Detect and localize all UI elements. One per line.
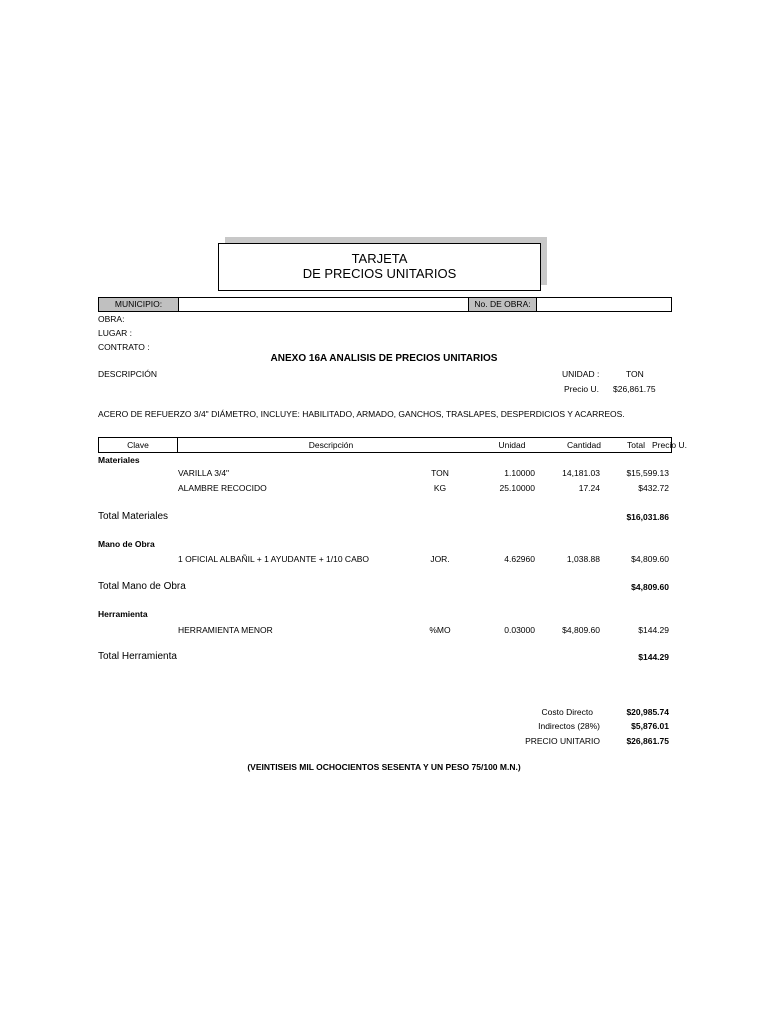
indirectos-label: Indirectos (28%) bbox=[538, 721, 600, 731]
row-descripcion: HERRAMIENTA MENOR bbox=[178, 625, 273, 635]
row-total: $144.29 bbox=[638, 625, 669, 635]
precio-unitario-label: PRECIO UNITARIO bbox=[525, 736, 600, 746]
row-unidad: TON bbox=[431, 468, 449, 478]
total-mano-obra-label: Total Mano de Obra bbox=[98, 581, 186, 592]
title-box bbox=[218, 243, 541, 291]
municipio-value bbox=[179, 298, 469, 311]
row-descripcion: ALAMBRE RECOCIDO bbox=[178, 483, 267, 493]
row-precio: 14,181.03 bbox=[562, 468, 600, 478]
lugar-label: LUGAR : bbox=[98, 328, 133, 338]
total-herramienta-label: Total Herramienta bbox=[98, 651, 177, 662]
row-cantidad: 25.10000 bbox=[499, 483, 535, 493]
row-unidad: KG bbox=[433, 483, 447, 493]
th-descripcion: Descripción bbox=[308, 440, 354, 450]
table-header bbox=[98, 437, 687, 453]
section-materiales: Materiales bbox=[98, 455, 140, 465]
row-unidad: JOR. bbox=[430, 554, 450, 564]
row-unidad: %MO bbox=[429, 625, 451, 635]
amount-in-words: (VEINTISEIS MIL OCHOCIENTOS SESENTA Y UN PESO 75/100 M.N.) bbox=[247, 762, 521, 772]
obra-label: OBRA: bbox=[98, 314, 125, 324]
section-mano-obra: Mano de Obra bbox=[98, 539, 155, 549]
indirectos-value: $5,876.01 bbox=[631, 721, 669, 731]
no-obra-value bbox=[537, 298, 671, 311]
th-total: Total bbox=[627, 440, 645, 450]
row-total: $432.72 bbox=[638, 483, 669, 493]
unidad-label: UNIDAD : bbox=[562, 369, 600, 379]
row-cantidad: 4.62960 bbox=[504, 554, 535, 564]
descripcion-label: DESCRIPCIÓN bbox=[98, 369, 158, 379]
row-descripcion: 1 OFICIAL ALBAÑIL + 1 AYUDANTE + 1/10 CABO bbox=[178, 554, 370, 564]
row-precio: 17.24 bbox=[578, 483, 600, 493]
precio-unitario-value: $26,861.75 bbox=[626, 736, 669, 746]
costo-directo-value: $20,985.74 bbox=[626, 707, 669, 717]
total-herramienta-value: $144.29 bbox=[638, 652, 669, 662]
th-cantidad: Cantidad bbox=[566, 440, 602, 450]
title-line-1: TARJETA bbox=[351, 251, 408, 266]
row-cantidad: 1.10000 bbox=[504, 468, 535, 478]
costo-directo-label: Costo Directo bbox=[541, 707, 593, 717]
total-materiales-label: Total Materiales bbox=[98, 511, 169, 522]
title-line-2: DE PRECIOS UNITARIOS bbox=[302, 266, 457, 281]
row-precio: 1,038.88 bbox=[566, 554, 600, 564]
section-herramienta: Herramienta bbox=[98, 609, 148, 619]
anexo-title: ANEXO 16A ANALISIS DE PRECIOS UNITARIOS bbox=[270, 353, 498, 364]
contrato-label: CONTRATO : bbox=[98, 342, 150, 352]
row-total: $15,599.13 bbox=[626, 468, 669, 478]
total-mano-obra-value: $4,809.60 bbox=[631, 582, 669, 592]
row-total: $4,809.60 bbox=[631, 554, 669, 564]
precio-value: $26,861.75 bbox=[613, 384, 656, 394]
row-cantidad: 0.03000 bbox=[504, 625, 535, 635]
row-descripcion: VARILLA 3/4" bbox=[178, 468, 230, 478]
header-bar bbox=[98, 297, 672, 312]
unidad-value: TON bbox=[626, 369, 644, 379]
th-precio: Precio U. bbox=[652, 440, 687, 450]
concept-description: ACERO DE REFUERZO 3/4" DIÁMETRO, INCLUYE: HABILITADO, ARMADO, GANCHOS, TRASLAPES, DESPERDICIOS Y ACARREOS. bbox=[98, 409, 625, 419]
th-clave: Clave bbox=[127, 440, 149, 450]
precio-label: Precio U. bbox=[564, 384, 599, 394]
th-unidad: Unidad bbox=[498, 440, 526, 450]
total-materiales-value: $16,031.86 bbox=[626, 512, 669, 522]
no-obra-label: No. DE OBRA: bbox=[469, 298, 537, 311]
municipio-label: MUNICIPIO: bbox=[99, 298, 179, 311]
row-precio: $4,809.60 bbox=[562, 625, 600, 635]
